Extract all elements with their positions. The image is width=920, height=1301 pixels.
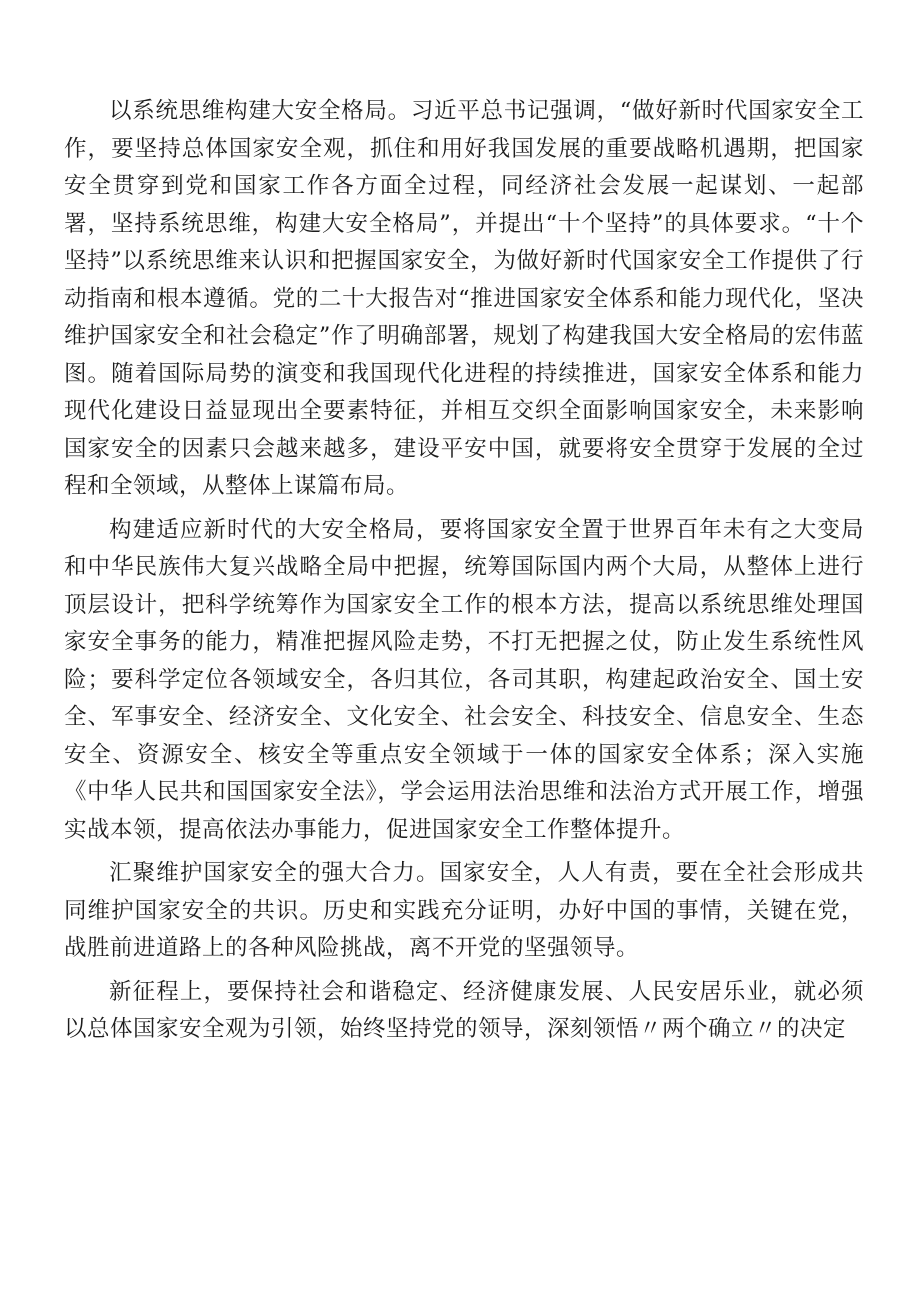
document-body (64, 93, 864, 1055)
paragraph: 以系统思维构建大安全格局。习近平总书记强调，“做好新时代国家安全工作，要坚持总体国家安全观，抓住和用好我国发展的重要战略机遇期，把国家安全贯穿到党和国家工作各方面全过程，同经济社会发展一起谋划、一起部署，坚持系统思维，构建大安全格局”，并提出“十个坚持”的具体要求。“十个坚持”以系统思维来认识和把握国家安全，为做好新时代国家安全工作提供了行动指南和根本遵循。党的二十大报告对“推进国家安全体系和能力现代化，坚决维护国家安全和社会稳定”作了明确部署，规划了构建我国大安全格局的宏伟蓝图。随着国际局势的演变和我国现代化进程的持续推进，国家安全体系和能力现代化建设日益显现出全要素特征，并相互交织全面影响国家安全，未来影响国家安全的因素只会越来越多，建设平安中国，就要将安全贯穿于发展的全过程和全领域，从整体上谋篇布局。 (64, 98, 864, 499)
paragraph: 汇聚维护国家安全的强大合力。国家安全，人人有责，要在全社会形成共同维护国家安全的共识。历史和实践充分证明，办好中国的事情，关键在党，战胜前进道路上的各种风险挑战，离不开党的坚强领导。 (64, 860, 864, 961)
paragraph: 构建适应新时代的大安全格局，要将国家安全置于世界百年未有之大变局和中华民族伟大复兴战略全局中把握，统筹国际国内两个大局，从整体上进行顶层设计，把科学统筹作为国家安全工作的根本方法，提高以系统思维处理国家安全事务的能力，精准把握风险走势，不打无把握之仗，防止发生系统性风险；要科学定位各领域安全，各归其位，各司其职，构建起政治安全、国土安全、军事安全、经济安全、文化安全、社会安全、科技安全、信息安全、生态安全、资源安全、核安全等重点安全领域于一体的国家安全体系；深入实施《中华人民共和国国家安全法》，学会运用法治思维和法治方式开展工作，增强实战本领，提高依法办事能力，促进国家安全工作整体提升。 (64, 516, 864, 843)
paragraph: 新征程上，要保持社会和谐稳定、经济健康发展、人民安居乐业，就必须以总体国家安全观为引领，始终坚持党的领导，深刻领悟〃两个确立〃的决定 (64, 978, 864, 1042)
